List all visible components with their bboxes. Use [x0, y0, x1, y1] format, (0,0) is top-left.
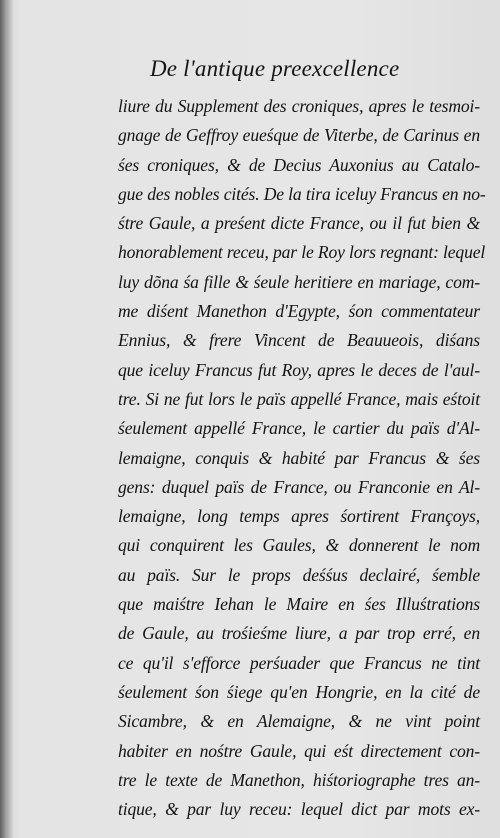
- text-line: liure du Supplement des croniques, apres le tesmoi-: [118, 96, 480, 116]
- running-head: De l'antique preexcellence: [150, 56, 400, 81]
- text-line: gnage de Geffroy eueśque de Viterbe, de Carinus en: [118, 125, 480, 146]
- text-line: gue des nobles cités. De la tira iceluy Francus en no-: [118, 183, 486, 204]
- gutter-shadow: [0, 0, 14, 838]
- text-line: qui conquirent les Gaules, & donnerent le nom: [118, 535, 480, 556]
- text-line: me diśent Manethon d'Egypte, śon commentateur: [118, 301, 480, 322]
- text-line: Ennius, & frere Vincent de Beauueois, diśans: [118, 330, 480, 351]
- text-line: lemaigne, conquis & habité par Francus & śes: [118, 447, 480, 468]
- body-text: [118, 92, 486, 824]
- text-line: ce qu'il s'efforce perśuader que Francus ne tint: [118, 652, 480, 673]
- text-line: au païs. Sur le props deśśus declairé, śemble: [118, 564, 480, 585]
- text-line: tre le texte de Manethon, hiśtoriographe tres an-: [118, 769, 480, 790]
- text-line: śtre Gaule, a preśent dicte France, ou il fut bien &: [118, 213, 480, 234]
- text-line: habiter en nośtre Gaule, qui eśt directement con-: [118, 740, 480, 761]
- text-line: śeulement appellé France, le cartier du païs d'Al-: [118, 418, 480, 439]
- text-line: que iceluy Francus fut Roy, apres le deces de l'aul-: [118, 359, 480, 380]
- text-line: gens: duquel païs de France, ou Franconie en Al-: [118, 476, 480, 497]
- text-line: de Gaule, au trośieśme liure, a par trop erré, en: [118, 623, 480, 644]
- text-line: śeulement śon śiege qu'en Hongrie, en la cité de: [118, 681, 480, 702]
- text-line: que maiśtre Iehan le Maire en śes Illuśtrations: [118, 594, 480, 615]
- text-line: tique, & par luy receu: lequel dict par mots ex-: [118, 799, 480, 820]
- text-line: lemaigne, long temps apres śortirent Françoys,: [118, 506, 480, 527]
- text-line: tre. Si ne fut lors le païs appellé France, mais eśtoit: [118, 388, 480, 409]
- text-line: honorablement receu, par le Roy lors regnant: lequel: [118, 242, 486, 263]
- text-line: śes croniques, & de Decius Auxonius au Catalo-: [118, 154, 480, 175]
- text-line: Sicambre, & en Alemaigne, & ne vint point: [118, 711, 480, 732]
- text-line: luy dõna śa fille & śeule heritiere en mariage, com-: [118, 271, 480, 292]
